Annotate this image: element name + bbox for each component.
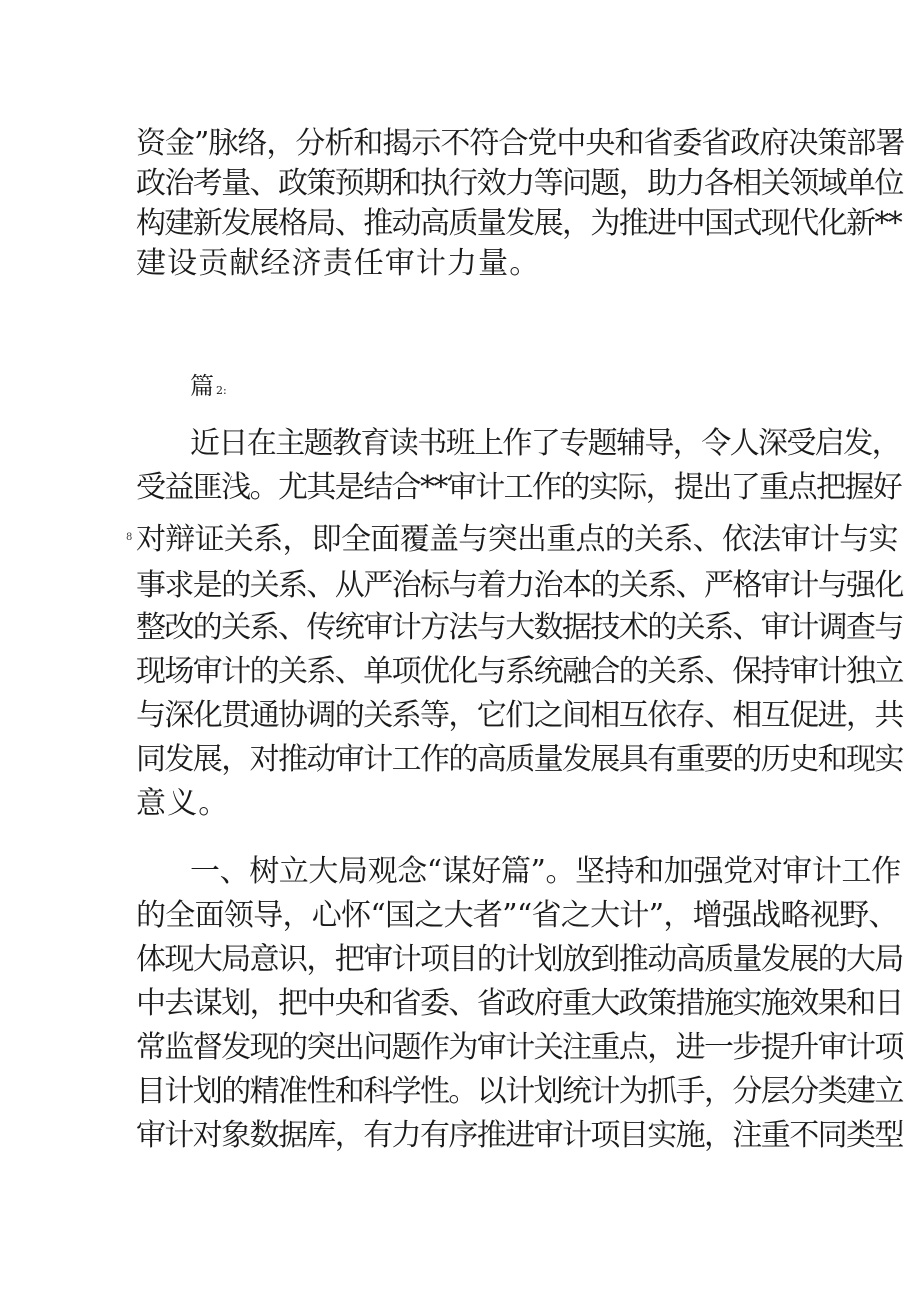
paragraph-2-line: 现场审计的关系、单项优化与系统融合的关系、保持审计独立 xyxy=(136,654,903,689)
paragraph-1-line: 资金”脉络，分析和揭示不符合党中央和省委省政府决策部署 xyxy=(136,126,905,161)
paragraph-2-line: 与深化贯通协调的关系等，它们之间相互依存、相互促进，共 xyxy=(136,698,903,733)
paragraph-3-line: 中去谋划，把中央和省委、省政府重大政策措施实施效果和日 xyxy=(136,986,903,1021)
paragraph-3-line: 常监督发现的突出问题作为审计关注重点，进一步提升审计项 xyxy=(136,1030,903,1065)
section-number: 2: xyxy=(216,384,227,397)
paragraph-1-line: 政治考量、政策预期和执行效力等问题，助力各相关领域单位 xyxy=(136,166,903,201)
section-heading xyxy=(190,370,227,407)
section-label: 篇 xyxy=(190,372,214,400)
paragraph-3-line: 目计划的精准性和科学性。以计划统计为抓手，分层分类建立 xyxy=(136,1074,903,1109)
margin-mark: 8 xyxy=(126,532,133,543)
paragraph-2-line: 同发展，对推动审计工作的高质量发展具有重要的历史和现实 xyxy=(136,742,903,777)
paragraph-3-line: 一、树立大局观念“谋好篇”。坚持和加强党对审计工作 xyxy=(190,854,901,889)
paragraph-1-line: 构建新发展格局、推动高质量发展，为推进中国式现代化新** xyxy=(136,206,902,241)
paragraph-2-line: 对辩证关系，即全面覆盖与突出重点的关系、依法审计与实 xyxy=(136,522,898,557)
paragraph-3-line: 体现大局意识，把审计项目的计划放到推动高质量发展的大局 xyxy=(136,942,903,977)
paragraph-2-line: 整改的关系、传统审计方法与大数据技术的关系、审计调查与 xyxy=(136,610,903,645)
paragraph-2-line: 受益匪浅。尤其是结合**审计工作的实际，提出了重点把握好 xyxy=(136,470,902,505)
paragraph-1-line: 建设贡献经济责任审计力量。 xyxy=(136,246,541,281)
paragraph-3-line: 审计对象数据库，有力有序推进审计项目实施，注重不同类型 xyxy=(136,1118,903,1153)
paragraph-2-line: 意义。 xyxy=(136,786,230,821)
paragraph-2-line: 近日在主题教育读书班上作了专题辅导，令人深受启发， xyxy=(190,426,900,461)
paragraph-3-line: 的全面领导，心怀“国之大者”“省之大计”，增强战略视野、 xyxy=(136,898,898,933)
paragraph-2-line: 事求是的关系、从严治标与着力治本的关系、严格审计与强化 xyxy=(136,568,903,603)
